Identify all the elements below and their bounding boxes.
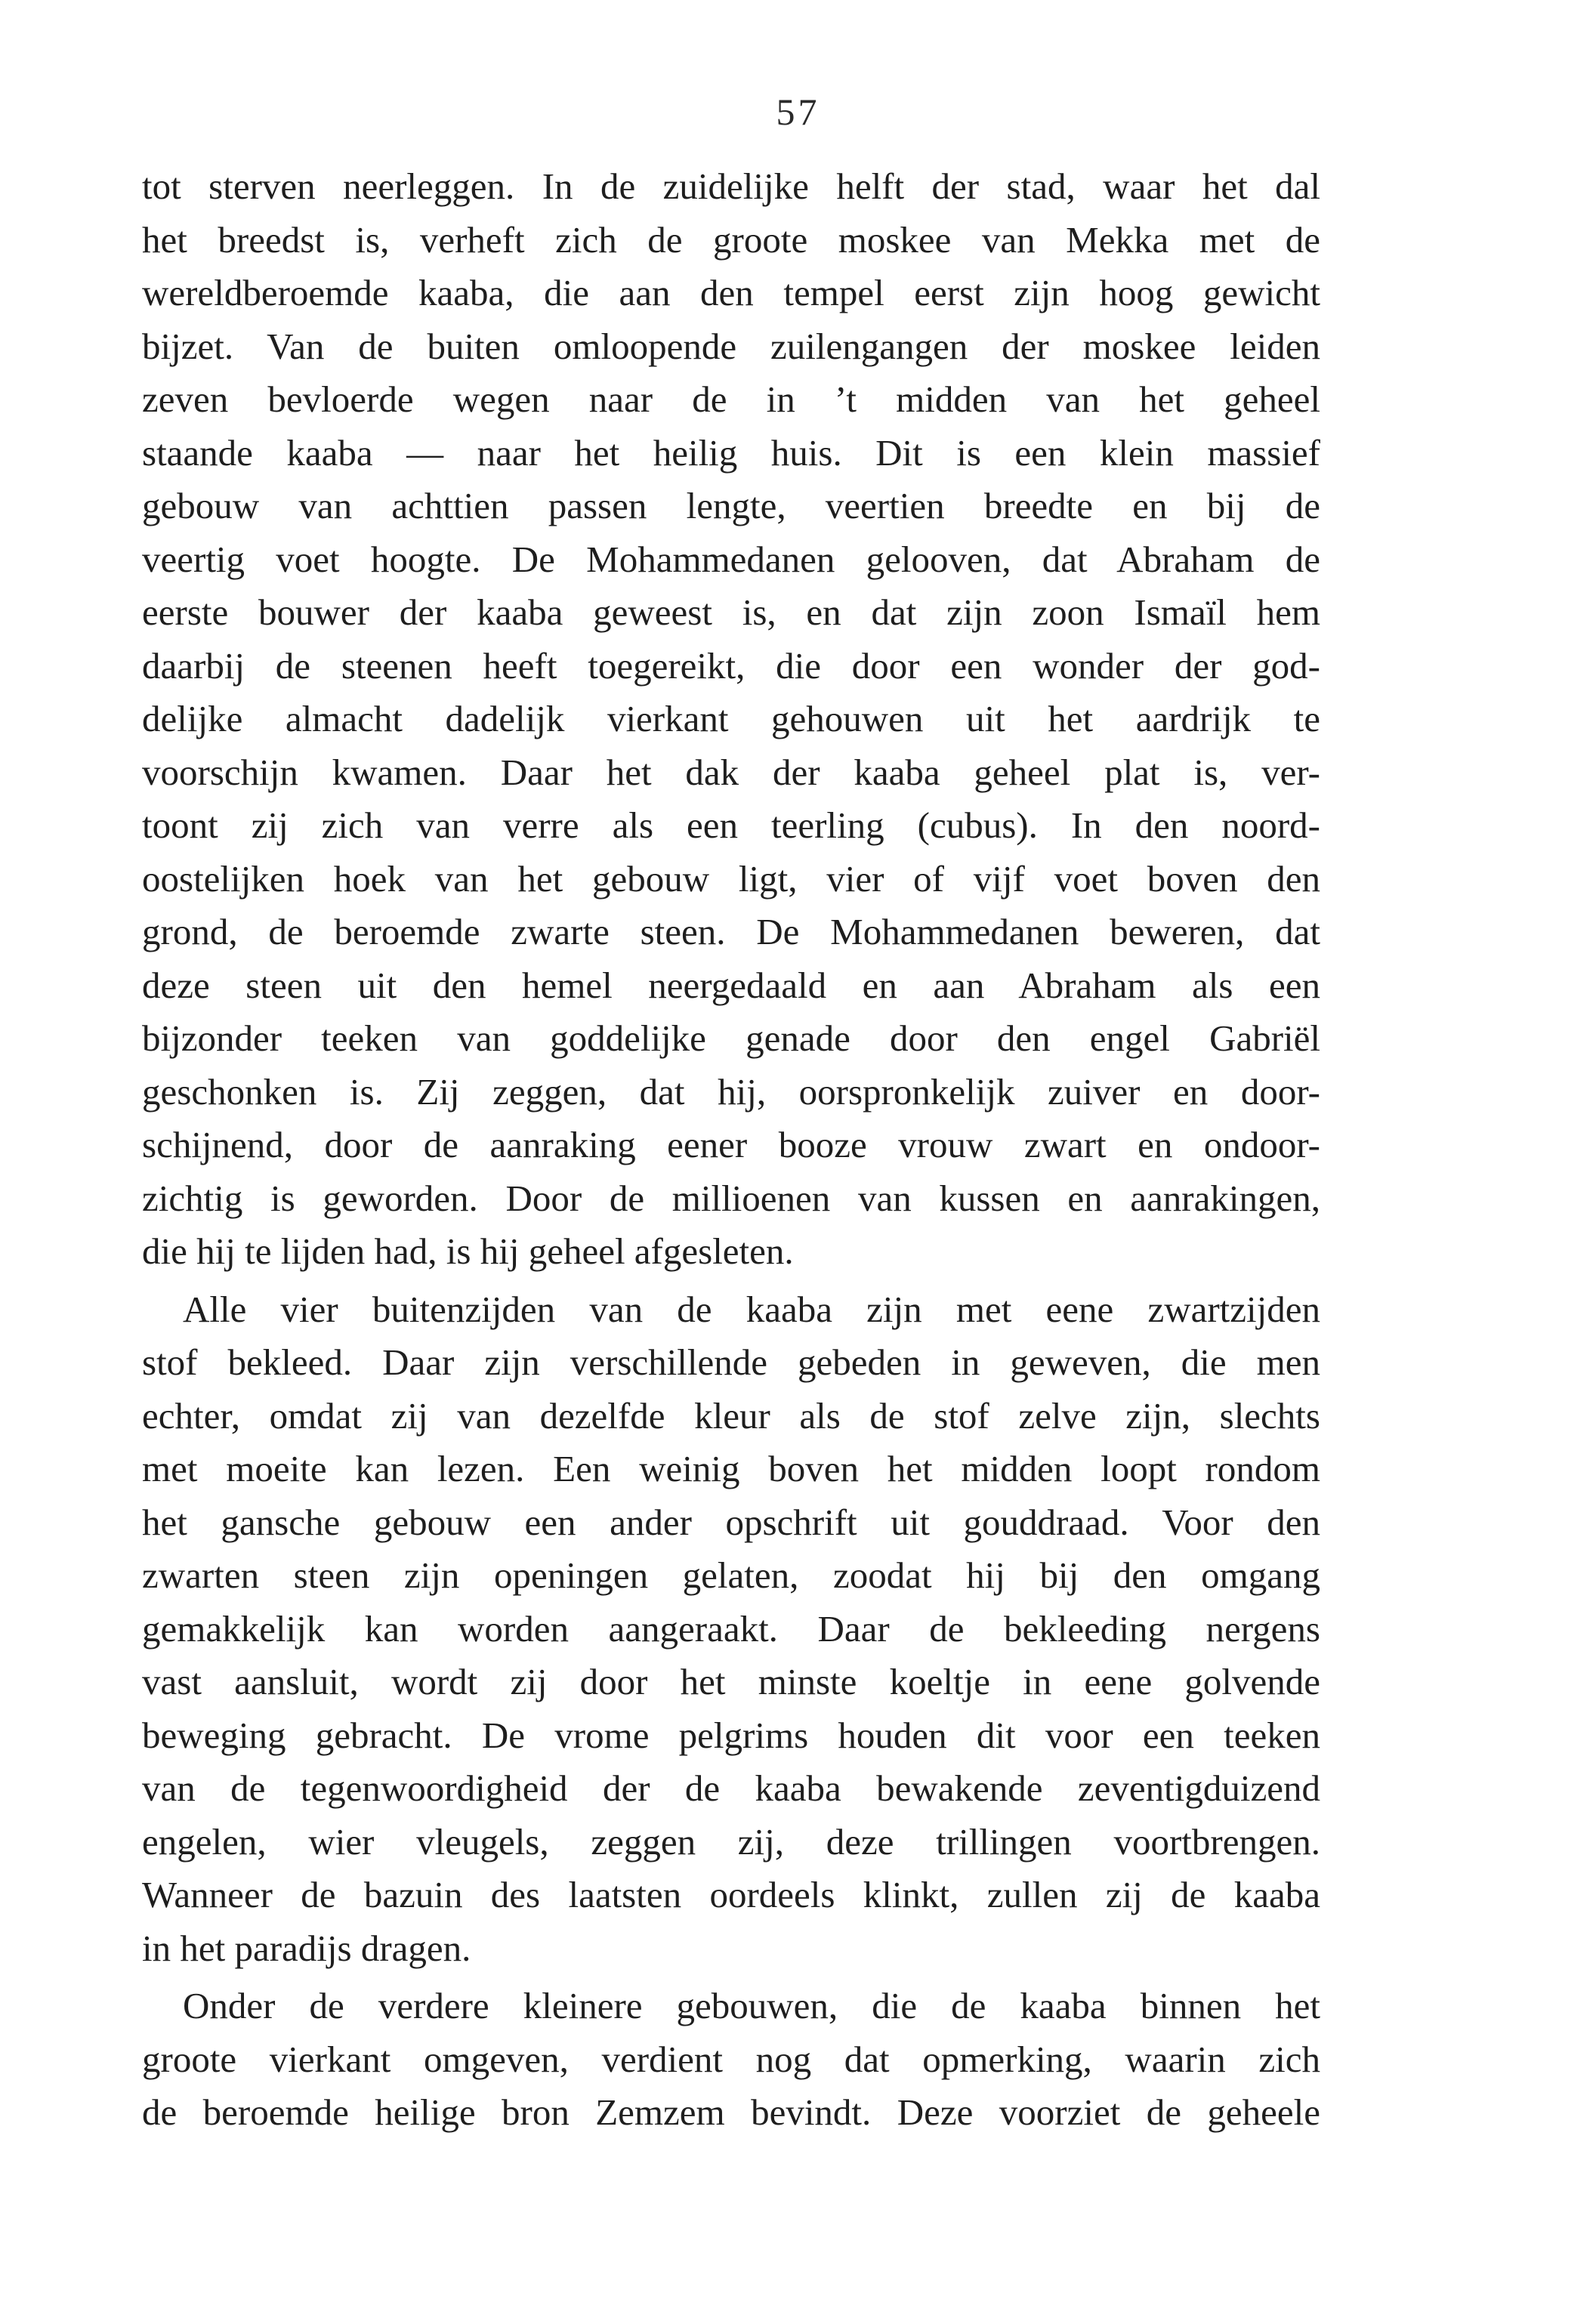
text-line: Alle vier buitenzijden van de kaaba zijn met eene zwartzijden [183,1288,1320,1330]
text-line: beweging gebracht. De vrome pelgrims houden dit voor een teeken [142,1714,1320,1756]
paragraph-1 [142,160,1320,1279]
text-line: zwarten steen zijn openingen gelaten, zoodat hij bij den omgang [142,1554,1320,1596]
text-line: echter, omdat zij van dezelfde kleur als de stof zelve zijn, slechts [142,1394,1320,1437]
text-line: geschonken is. Zij zeggen, dat hij, oorspronkelijk zuiver en door- [142,1070,1320,1113]
text-line: Wanneer de bazuin des laatsten oordeels klinkt, zullen zij de kaaba [142,1874,1320,1915]
text-line: de beroemde heilige bron Zemzem bevindt. Deze voorziet de geheele [142,2091,1320,2133]
text-line: toont zij zich van verre als een teerling (cubus). In den noord- [142,804,1320,846]
text-line: schijnend, door de aanraking eener booze vrouw zwart en ondoor- [142,1124,1320,1165]
text-line: staande kaaba — naar het heilig huis. Dit is een klein massief [142,431,1320,474]
text-line: grond, de beroemde zwarte steen. De Mohammedanen beweren, dat [142,911,1320,952]
text-line: wereldberoemde kaaba, die aan den tempel eerst zijn hoog gewicht [142,272,1320,313]
text-line: delijke almacht dadelijk vierkant gehouwen uit het aardrijk te [142,698,1320,739]
text-line: zeven bevloerde wegen naar de in ’t midden van het geheel [142,378,1320,420]
text-line: zichtig is geworden. Door de millioenen van kussen en aanrakingen, [142,1177,1320,1219]
text-line: bijzonder teeken van goddelijke genade door den engel Gabriël [142,1017,1320,1059]
paragraph-2 [142,1283,1320,1976]
text-line: tot sterven neerleggen. In de zuidelijke helft der stad, waar het dal [142,165,1320,207]
body-text [142,160,1320,2140]
text-line: bijzet. Van de buiten omloopende zuilengangen der moskee leiden [142,325,1320,367]
text-line: deze steen uit den hemel neergedaald en aan Abraham als een [142,964,1320,1006]
text-line: stof bekleed. Daar zijn verschillende gebeden in geweven, die men [142,1341,1320,1383]
paragraph-3 [142,1980,1320,2140]
text-line: het gansche gebouw een ander opschrift uit gouddraad. Voor den [142,1501,1320,1543]
text-line: eerste bouwer der kaaba geweest is, en dat zijn zoon Ismaïl hem [142,591,1320,633]
page-number: 57 [776,91,820,133]
text-line: gebouw van achttien passen lengte, veertien breedte en bij de [142,485,1320,526]
text-line: met moeite kan lezen. Een weinig boven het midden loopt rondom [142,1448,1320,1489]
text-line: engelen, wier vleugels, zeggen zij, deze trillingen voortbrengen. [142,1820,1320,1863]
text-line: in het paradijs dragen. [142,1927,471,1969]
text-line: veertig voet hoogte. De Mohammedanen gelooven, dat Abraham de [142,538,1320,580]
text-line: voorschijn kwamen. Daar het dak der kaaba geheel plat is, ver- [142,751,1320,793]
text-line: vast aansluit, wordt zij door het minste koeltje in eene golvende [142,1661,1320,1702]
text-line: gemakkelijk kan worden aangeraakt. Daar de bekleeding nergens [142,1607,1320,1650]
text-line: daarbij de steenen heeft toegereikt, die door een wonder der god- [142,644,1320,687]
text-line: Onder de verdere kleinere gebouwen, die de kaaba binnen het [183,1985,1320,2026]
text-line: het breedst is, verheft zich de groote moskee van Mekka met de [142,218,1320,261]
text-line: die hij te lijden had, is hij geheel afgesleten. [142,1230,794,1272]
text-line: oostelijken hoek van het gebouw ligt, vier of vijf voet boven den [142,857,1320,900]
text-line: van de tegenwoordigheid der de kaaba bewakende zeventigduizend [142,1767,1320,1809]
text-line: groote vierkant omgeven, verdient nog dat opmerking, waarin zich [142,2038,1320,2080]
